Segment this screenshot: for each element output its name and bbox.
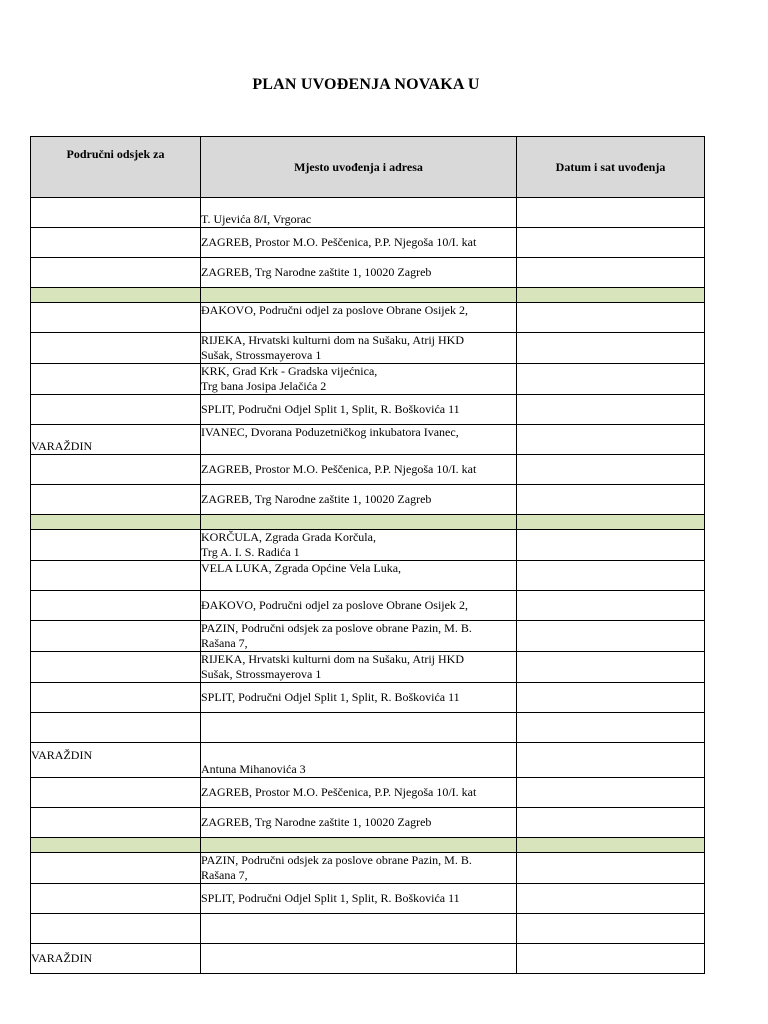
office-cell (31, 258, 201, 288)
address-cell: ZAGREB, Trg Narodne zaštite 1, 10020 Zagreb (201, 258, 517, 288)
table-row (31, 364, 705, 395)
date-cell (517, 884, 705, 914)
address-cell: ZAGREB, Prostor M.O. Peščenica, P.P. Njegoša 10/I. kat (201, 228, 517, 258)
table-row (31, 228, 705, 258)
office-cell (31, 303, 201, 333)
table-row (31, 485, 705, 515)
table-row (31, 944, 705, 974)
address-cell (201, 713, 517, 743)
address-cell: RIJEKA, Hrvatski kulturni dom na Sušaku, Atrij HKD Sušak, Strossmayerova 1 (201, 652, 517, 683)
date-cell (517, 621, 705, 652)
separator-row (31, 838, 705, 853)
date-cell (517, 778, 705, 808)
address-cell: KORČULA, Zgrada Grada Korčula, Trg A. I. S. Radića 1 (201, 530, 517, 561)
table-row (31, 198, 705, 228)
office-cell (31, 364, 201, 395)
office-cell: VARAŽDIN (31, 743, 201, 778)
header-date-time: Datum i sat uvođenja (517, 137, 705, 198)
date-cell (517, 944, 705, 974)
office-cell (31, 778, 201, 808)
date-cell (517, 808, 705, 838)
date-cell (517, 228, 705, 258)
address-cell: ZAGREB, Prostor M.O. Peščenica, P.P. Njegoša 10/I. kat (201, 778, 517, 808)
separator-row (31, 515, 705, 530)
table-row (31, 333, 705, 364)
date-cell (517, 258, 705, 288)
office-cell (31, 198, 201, 228)
date-cell (517, 683, 705, 713)
table-row (31, 853, 705, 884)
office-cell: VARAŽDIN (31, 425, 201, 455)
address-cell: KRK, Grad Krk - Gradska vijećnica, Trg bana Josipa Jelačića 2 (201, 364, 517, 395)
address-cell: T. Ujevića 8/I, Vrgorac (201, 198, 517, 228)
office-cell (31, 333, 201, 364)
date-cell (517, 425, 705, 455)
table-row (31, 530, 705, 561)
table-row (31, 621, 705, 652)
date-cell (517, 303, 705, 333)
table-row (31, 808, 705, 838)
office-cell (31, 228, 201, 258)
address-cell: ZAGREB, Prostor M.O. Peščenica, P.P. Njegoša 10/I. kat (201, 455, 517, 485)
page-title: PLAN UVOĐENJA NOVAKA U (252, 76, 480, 93)
office-cell (31, 530, 201, 561)
table-row (31, 303, 705, 333)
table-row (31, 395, 705, 425)
address-cell: ĐAKOVO, Područni odjel za poslove Obrane Osijek 2, (201, 591, 517, 621)
table-row (31, 591, 705, 621)
plan-table (30, 136, 705, 974)
address-cell: IVANEC, Dvorana Poduzetničkog inkubatora Ivanec, (201, 425, 517, 455)
office-cell (31, 884, 201, 914)
office-cell (31, 621, 201, 652)
date-cell (517, 713, 705, 743)
date-cell (517, 914, 705, 944)
address-cell: PAZIN, Područni odsjek za poslove obrane Pazin, M. B. Rašana 7, (201, 853, 517, 884)
separator-row (31, 288, 705, 303)
date-cell (517, 591, 705, 621)
table-row (31, 683, 705, 713)
office-cell (31, 683, 201, 713)
office-cell: VARAŽDIN (31, 944, 201, 974)
office-cell (31, 914, 201, 944)
table-row (31, 778, 705, 808)
address-cell: PAZIN, Područni odsjek za poslove obrane Pazin, M. B. Rašana 7, (201, 621, 517, 652)
table-row (31, 425, 705, 455)
table-row (31, 652, 705, 683)
table-header-row (31, 137, 705, 198)
table-row (31, 258, 705, 288)
date-cell (517, 364, 705, 395)
address-cell: ZAGREB, Trg Narodne zaštite 1, 10020 Zagreb (201, 808, 517, 838)
table-row (31, 713, 705, 743)
office-cell (31, 713, 201, 743)
address-cell: ĐAKOVO, Područni odjel za poslove Obrane Osijek 2, (201, 303, 517, 333)
header-location-address: Mjesto uvođenja i adresa (201, 137, 517, 198)
office-cell (31, 853, 201, 884)
address-cell: Antuna Mihanovića 3 (201, 743, 517, 778)
office-cell (31, 561, 201, 591)
office-cell (31, 455, 201, 485)
date-cell (517, 333, 705, 364)
date-cell (517, 561, 705, 591)
address-cell: ZAGREB, Trg Narodne zaštite 1, 10020 Zagreb (201, 485, 517, 515)
address-cell: SPLIT, Područni Odjel Split 1, Split, R. Boškovića 11 (201, 683, 517, 713)
header-regional-office: Područni odsjek za (31, 137, 201, 198)
office-cell (31, 395, 201, 425)
date-cell (517, 198, 705, 228)
date-cell (517, 530, 705, 561)
address-cell: VELA LUKA, Zgrada Općine Vela Luka, (201, 561, 517, 591)
table-row (31, 743, 705, 778)
date-cell (517, 395, 705, 425)
date-cell (517, 485, 705, 515)
address-cell: RIJEKA, Hrvatski kulturni dom na Sušaku, Atrij HKD Sušak, Strossmayerova 1 (201, 333, 517, 364)
address-cell: SPLIT, Područni Odjel Split 1, Split, R. Boškovića 11 (201, 884, 517, 914)
date-cell (517, 853, 705, 884)
address-cell (201, 914, 517, 944)
date-cell (517, 743, 705, 778)
address-cell (201, 944, 517, 974)
address-cell: SPLIT, Područni Odjel Split 1, Split, R. Boškovića 11 (201, 395, 517, 425)
office-cell (31, 591, 201, 621)
table-row (31, 561, 705, 591)
table-row (31, 914, 705, 944)
table-row (31, 455, 705, 485)
table-row (31, 884, 705, 914)
date-cell (517, 652, 705, 683)
office-cell (31, 808, 201, 838)
office-cell (31, 485, 201, 515)
date-cell (517, 455, 705, 485)
office-cell (31, 652, 201, 683)
